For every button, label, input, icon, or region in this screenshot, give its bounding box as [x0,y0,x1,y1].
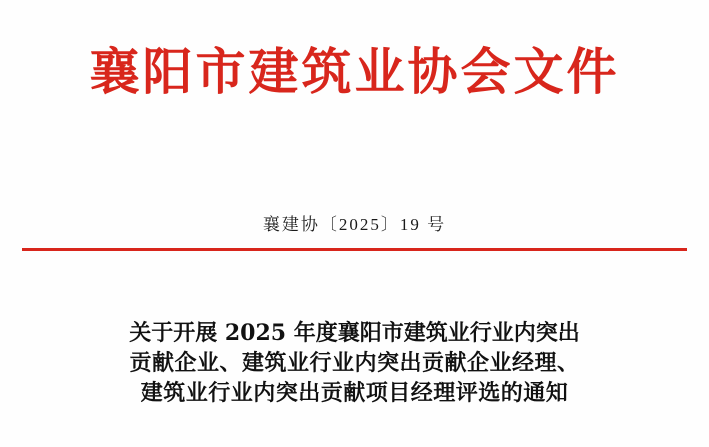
title-line-3: 建筑业行业内突出贡献项目经理评选的通知 [140,380,569,406]
document-title [60,318,649,408]
title-line-1: 关于开展 2025 年度襄阳市建筑业行业内突出 [129,320,580,346]
masthead-title: 襄阳市建筑业协会文件 [89,42,620,101]
document-number: 襄建协〔2025〕19 号 [262,215,447,234]
red-divider-rule [22,248,687,251]
masthead [0,42,709,102]
title-line-2: 贡献企业、建筑业行业内突出贡献企业经理、 [129,350,580,376]
